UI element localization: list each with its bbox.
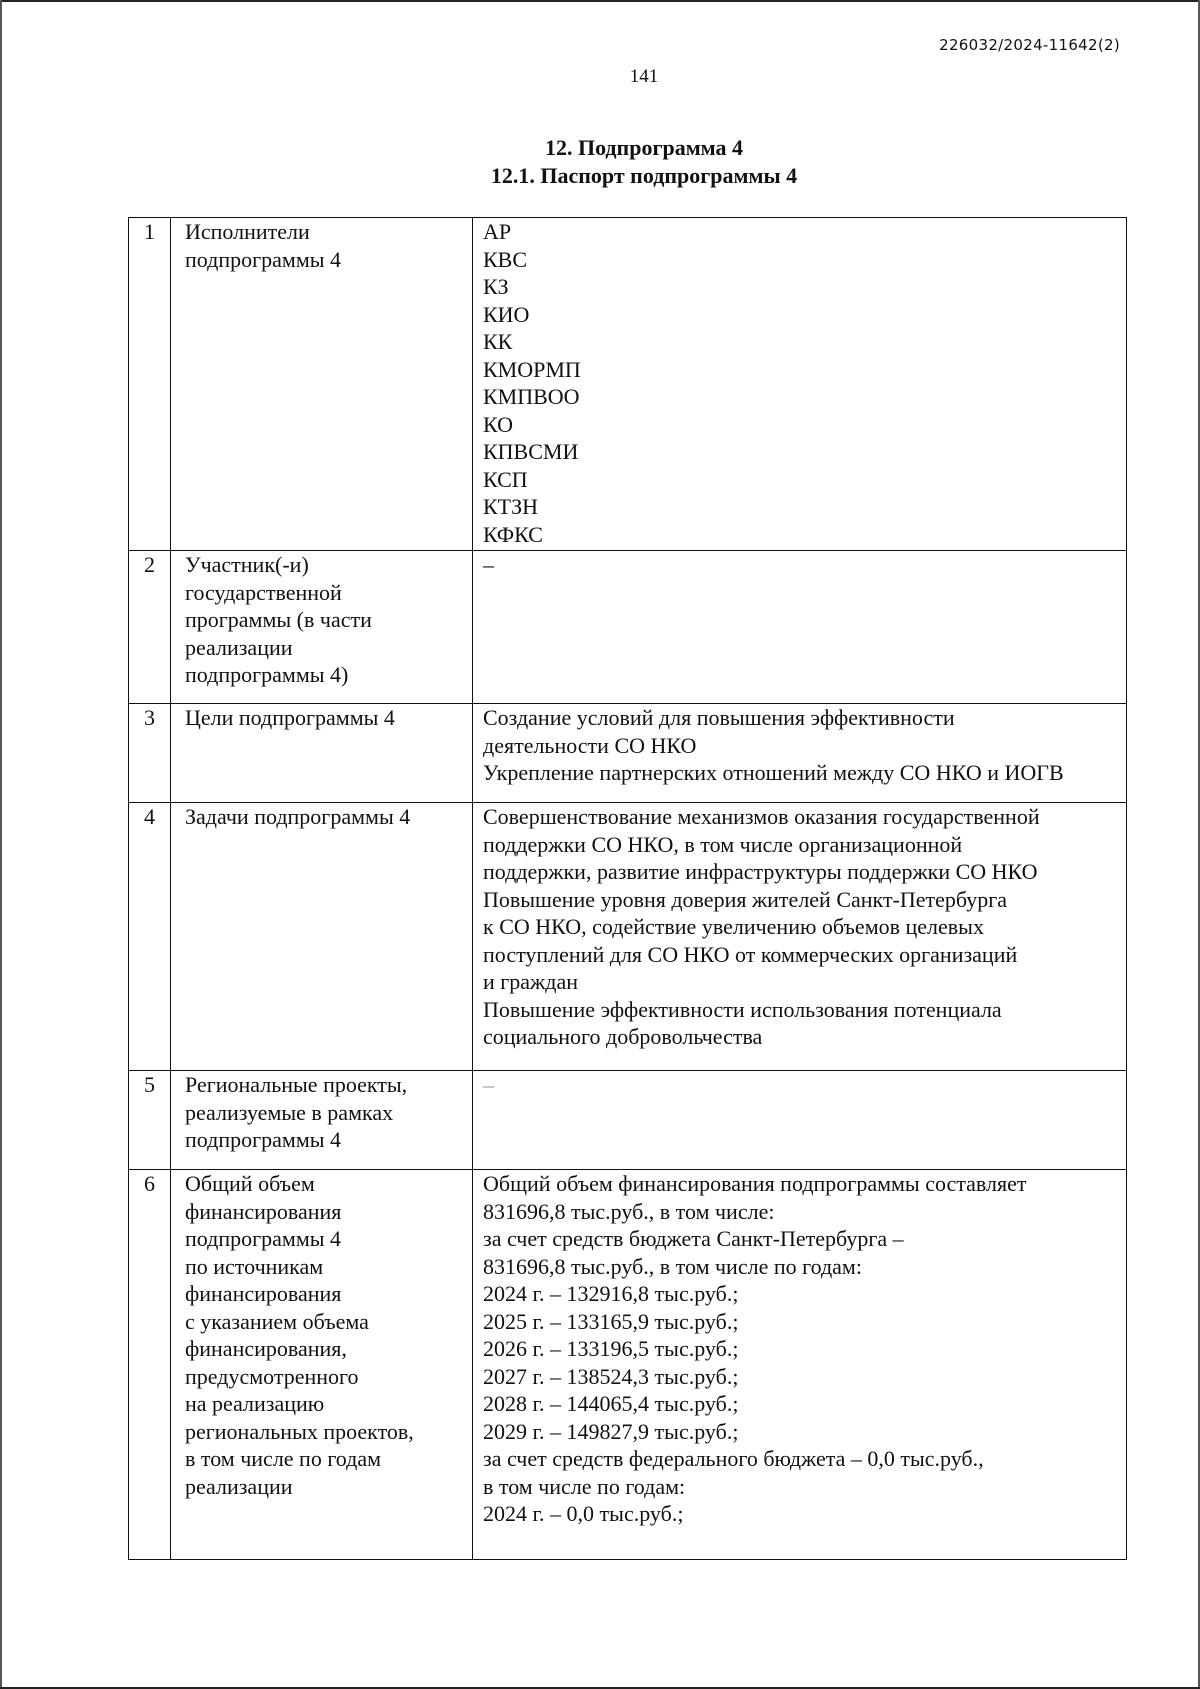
- row-number: 5: [129, 1071, 171, 1170]
- value-line: Укрепление партнерских отношений между СО НКО и ИОГВ: [483, 760, 1064, 785]
- label-line: финансирования: [185, 1198, 342, 1224]
- value-line: 2024 г. – 0,0 тыс.руб.;: [483, 1501, 684, 1526]
- label-line: Цели подпрограммы 4: [185, 705, 395, 730]
- label-line: программы (в части: [185, 607, 372, 632]
- table-row: [129, 218, 1127, 551]
- row-label: [171, 218, 473, 551]
- label-line: региональных проектов,: [185, 1418, 414, 1444]
- row-label: [171, 1170, 473, 1560]
- value-line: –: [483, 552, 494, 577]
- value-line: КСП: [483, 466, 528, 492]
- row-number: 2: [129, 551, 171, 704]
- value-line: КИО: [483, 301, 530, 327]
- value-line: и граждан: [483, 969, 578, 994]
- row-value: [473, 1071, 1127, 1170]
- value-line: 831696,8 тыс.руб., в том числе:: [483, 1198, 775, 1224]
- label-line: Задачи подпрограммы 4: [185, 804, 411, 829]
- label-line: финансирования: [185, 1281, 342, 1306]
- value-line: за счет средств бюджета Санкт-Петербурга –: [483, 1226, 904, 1251]
- row-value: [473, 803, 1127, 1071]
- value-line: 2025 г. – 133165,9 тыс.руб.;: [483, 1308, 739, 1334]
- value-line: поступлений для СО НКО от коммерческих организаций: [483, 941, 1018, 967]
- label-line: подпрограммы 4): [185, 662, 349, 687]
- value-line: к СО НКО, содействие увеличению объемов целевых: [483, 914, 984, 939]
- value-line: –: [483, 1072, 494, 1097]
- passport-table: [128, 217, 1127, 1560]
- value-line: Повышение эффективности использования потенциала: [483, 996, 1002, 1022]
- row-label: [171, 551, 473, 704]
- value-line: Создание условий для повышения эффективности: [483, 705, 955, 730]
- row-value: [473, 1170, 1127, 1560]
- value-line: КМОРМП: [483, 356, 581, 382]
- value-line: КК: [483, 329, 513, 354]
- value-line: КМПВОО: [483, 384, 580, 409]
- value-line: КФКС: [483, 521, 543, 547]
- label-line: финансирования,: [185, 1336, 347, 1361]
- page-frame-top: [0, 0, 1200, 2]
- label-line: реализации: [185, 634, 293, 660]
- table-row: [129, 803, 1127, 1071]
- label-line: Исполнители: [185, 219, 310, 244]
- label-line: с указанием объема: [185, 1308, 369, 1334]
- value-line: социального добровольчества: [483, 1024, 763, 1049]
- row-value: [473, 704, 1127, 803]
- value-line: 2024 г. – 132916,8 тыс.руб.;: [483, 1281, 739, 1306]
- value-line: в том числе по годам:: [483, 1473, 686, 1499]
- value-line: 2026 г. – 133196,5 тыс.руб.;: [483, 1336, 739, 1361]
- label-line: реализуемые в рамках: [185, 1099, 394, 1125]
- value-line: КПВСМИ: [483, 439, 579, 464]
- row-value: [473, 551, 1127, 704]
- value-line: КО: [483, 411, 514, 437]
- value-line: деятельности СО НКО: [483, 732, 697, 758]
- label-line: Региональные проекты,: [185, 1072, 408, 1097]
- section-title: 12. Подпрограмма 4: [544, 135, 744, 160]
- value-line: 2028 г. – 144065,4 тыс.руб.;: [483, 1391, 739, 1416]
- value-line: поддержки, развитие инфраструктуры поддержки СО НКО: [483, 859, 1038, 884]
- label-line: подпрограммы 4: [185, 1127, 342, 1152]
- label-line: подпрограммы 4: [185, 1226, 342, 1251]
- page-frame-left: [0, 0, 2, 1689]
- subsection-title: 12.1. Паспорт подпрограммы 4: [490, 163, 798, 188]
- label-line: государственной: [185, 579, 342, 605]
- table-row: [129, 551, 1127, 704]
- row-number: 3: [129, 704, 171, 803]
- row-value: [473, 218, 1127, 551]
- label-line: подпрограммы 4: [185, 246, 342, 272]
- value-line: поддержки СО НКО, в том числе организационной: [483, 831, 963, 857]
- label-line: Участник(-и): [185, 552, 309, 577]
- row-label: [171, 704, 473, 803]
- value-line: за счет средств федерального бюджета – 0,0 тыс.руб.,: [483, 1446, 984, 1471]
- label-line: на реализацию: [185, 1391, 325, 1416]
- value-line: 2027 г. – 138524,3 тыс.руб.;: [483, 1363, 739, 1389]
- row-number: 1: [129, 218, 171, 551]
- value-line: Совершенствование механизмов оказания государственной: [483, 804, 1040, 829]
- label-line: по источникам: [185, 1253, 324, 1279]
- table-row: [129, 1071, 1127, 1170]
- table-row: [129, 1170, 1127, 1560]
- label-line: реализации: [185, 1473, 293, 1499]
- row-label: [171, 803, 473, 1071]
- page-number: 141: [629, 66, 659, 87]
- value-line: КВС: [483, 246, 528, 272]
- value-line: 2029 г. – 149827,9 тыс.руб.;: [483, 1418, 739, 1444]
- value-line: Общий объем финансирования подпрограммы составляет: [483, 1171, 1027, 1196]
- row-label: [171, 1071, 473, 1170]
- label-line: Общий объем: [185, 1171, 315, 1196]
- value-line: АР: [483, 219, 512, 244]
- value-line: Повышение уровня доверия жителей Санкт-Петербурга: [483, 886, 1008, 912]
- table-row: [129, 704, 1127, 803]
- value-line: КТЗН: [483, 494, 539, 519]
- row-number: 6: [129, 1170, 171, 1560]
- document-id: 226032/2024-11642(2): [939, 36, 1120, 54]
- value-line: 831696,8 тыс.руб., в том числе по годам:: [483, 1253, 862, 1279]
- row-number: 4: [129, 803, 171, 1071]
- value-line: КЗ: [483, 274, 509, 299]
- label-line: в том числе по годам: [185, 1446, 382, 1471]
- label-line: предусмотренного: [185, 1363, 359, 1389]
